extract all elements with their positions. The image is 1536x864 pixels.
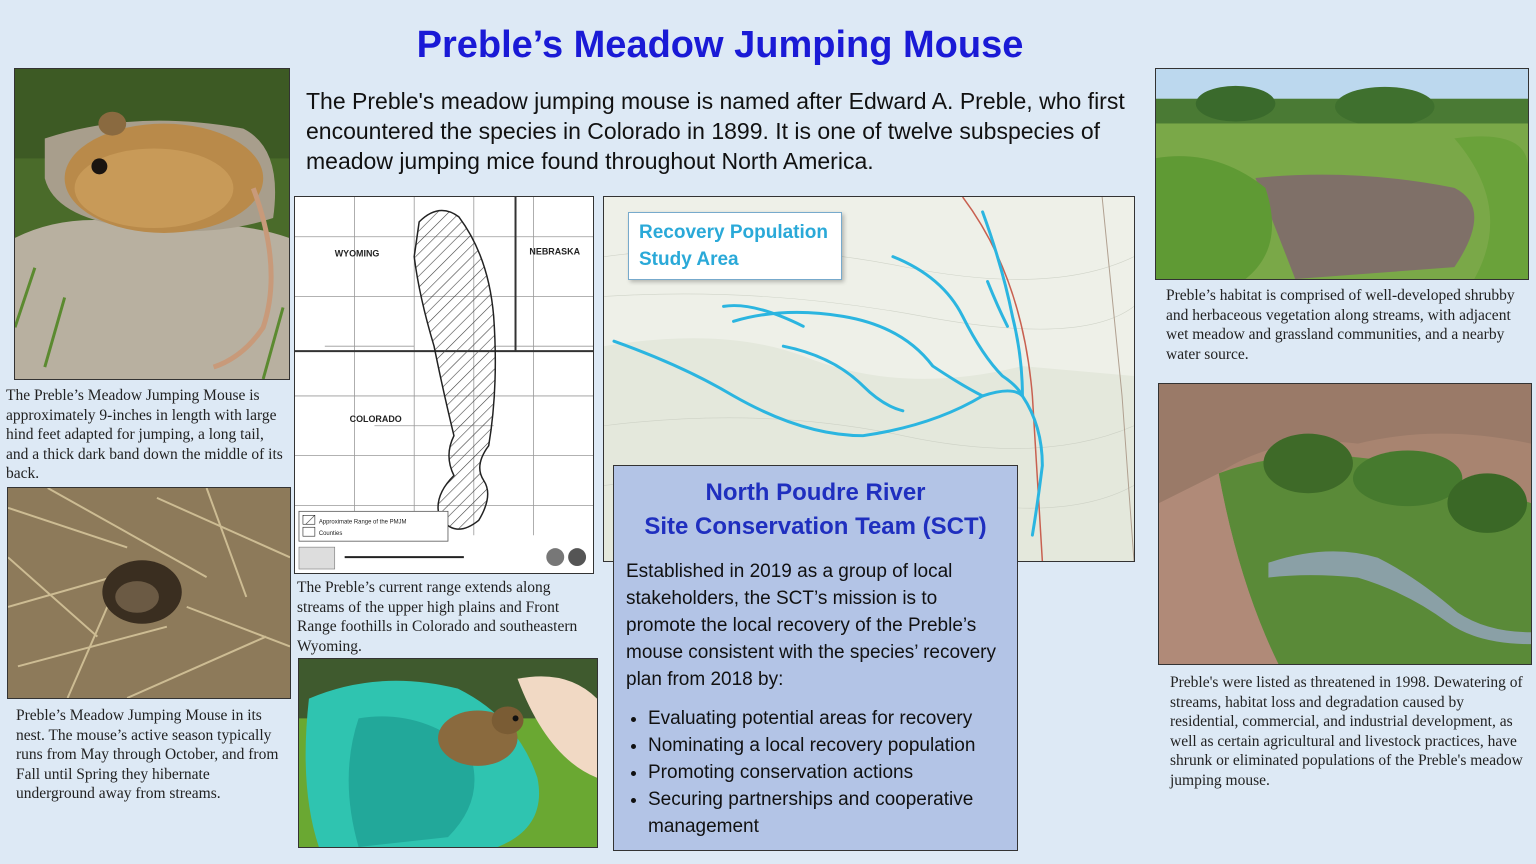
state-label-colorado: COLORADO [349,413,402,424]
threatened-caption: Preble's were listed as threatened in 1998. Dewatering of streams, habitat loss and degradation caused by residential, commercial, and industrial development, as well as certain agricultural and livestock practices, have shrunk or eliminated populations of the Preble's meadow jumping mouse. [1170,674,1523,789]
study-area-label-line2: Study Area [639,249,739,270]
nest-caption: Preble’s Meadow Jumping Mouse in its nest. The mouse’s active season typically runs from May through October, and from Fall until Spring they hibernate underground away from streams. [16,707,279,802]
state-label-wyoming: WYOMING [334,248,380,259]
habitat-photo [1155,68,1529,280]
habitat-caption: Preble’s habitat is comprised of well-developed shrubby and herbaceous vegetation along streams, with adjacent wet meadow and grassland communities, and a nearby water source. [1166,287,1515,363]
canyon-photo [1158,383,1532,665]
legend-range: Approximate Range of the PMJM [318,519,407,526]
sct-bullet: • Promoting conservation actions [648,759,1005,786]
range-caption: The Preble’s current range extends along streams of the upper high plains and Front Range foothills in Colorado and southeastern Wyoming. [297,579,578,655]
sct-bullet: • Securing partnerships and cooperative management [648,786,1005,840]
state-label-nebraska: NEBRASKA [529,246,581,257]
nest-photo [7,487,291,699]
page-title: Preble’s Meadow Jumping Mouse [416,24,1024,66]
sct-bullets [626,705,1005,840]
study-area-label [628,212,842,280]
mouse-caption: The Preble’s Meadow Jumping Mouse is approximately 9-inches in length with large hind feet adapted for jumping, a long tail, and a thick dark band down the middle of its back. [6,387,283,482]
study-area-label-line1: Recovery Population [639,222,828,243]
sct-panel [613,465,1018,851]
legend-counties: Counties [318,531,343,538]
sct-heading-line2: Site Conservation Team (SCT) [644,513,987,540]
sct-bullet: • Nominating a local recovery population [648,732,1005,759]
range-map [294,196,594,574]
mouse-photo [14,68,290,380]
intro-text: The Preble's meadow jumping mouse is named after Edward A. Preble, who first encountered the species in Colorado in 1899. It is one of twelve subspecies of meadow jumping mice found throughout North America. [306,88,1125,174]
sct-bullet: • Evaluating potential areas for recovery [648,705,1005,732]
hand-mouse-photo [298,658,598,848]
sct-heading-line1: North Poudre River [705,479,926,506]
sct-body: Established in 2019 as a group of local stakeholders, the SCT’s mission is to promote the local recovery of the Preble’s mouse consistent with the species’ recovery plan from 2018 by: [626,561,996,690]
